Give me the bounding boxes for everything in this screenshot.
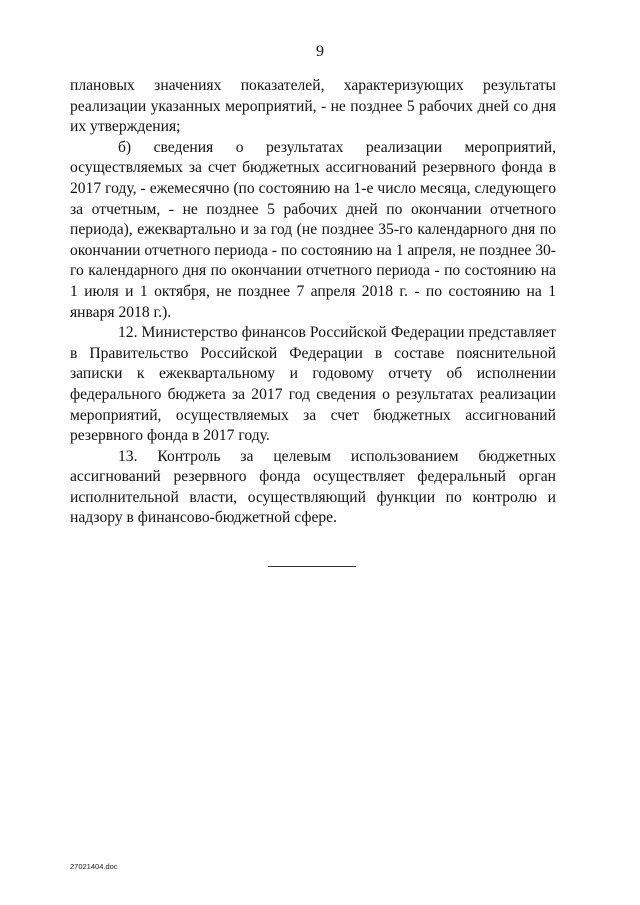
end-of-document-rule (268, 566, 356, 567)
paragraph-item-13: 13. Контроль за целевым использованием бюджетных ассигнований резервного фонда осуществляет федеральный орган исполнительной власти, осуществляющий функции по контролю и надзору в финансово-бюджетной сфере. (70, 447, 556, 527)
paragraph-item-b: б) сведения о результатах реализации мероприятий, осуществляемых за счет бюджетных ассигнований резервного фонда в 2017 году, - ежемесячно (по состоянию на 1-е число месяца, следующего за отчетным, - не позднее 5 рабочих дней по окончании отчетного периода), ежеквартально и за год (не позднее 35-го календарного дня по окончании отчетного периода - по состоянию на 1 апреля, не позднее 30-го календарного дня по окончании отчетного периода - по состоянию на 1 июля и 1 октября, не позднее 7 апреля 2018 г. - по состоянию на 1 января 2018 г.). (70, 138, 556, 321)
paragraph-item-12: 12. Министерство финансов Российской Федерации представляет в Правительство Российской Федерации в составе пояснительной записки к ежеквартальному и годовому отчету об исполнении федерального бюджета за 2017 год сведения о результатах реализации мероприятий, осуществляемых за счет бюджетных ассигнований резервного фонда в 2017 году. (70, 324, 556, 445)
paragraph-continuation: плановых значениях показателей, характеризующих результаты реализации указанных мероприятий, - не позднее 5 рабочих дней со дня их утверждения; (70, 77, 556, 136)
document-file-code: 27021404.doc (70, 862, 118, 871)
page-number: 9 (316, 43, 324, 60)
document-body (70, 76, 556, 529)
